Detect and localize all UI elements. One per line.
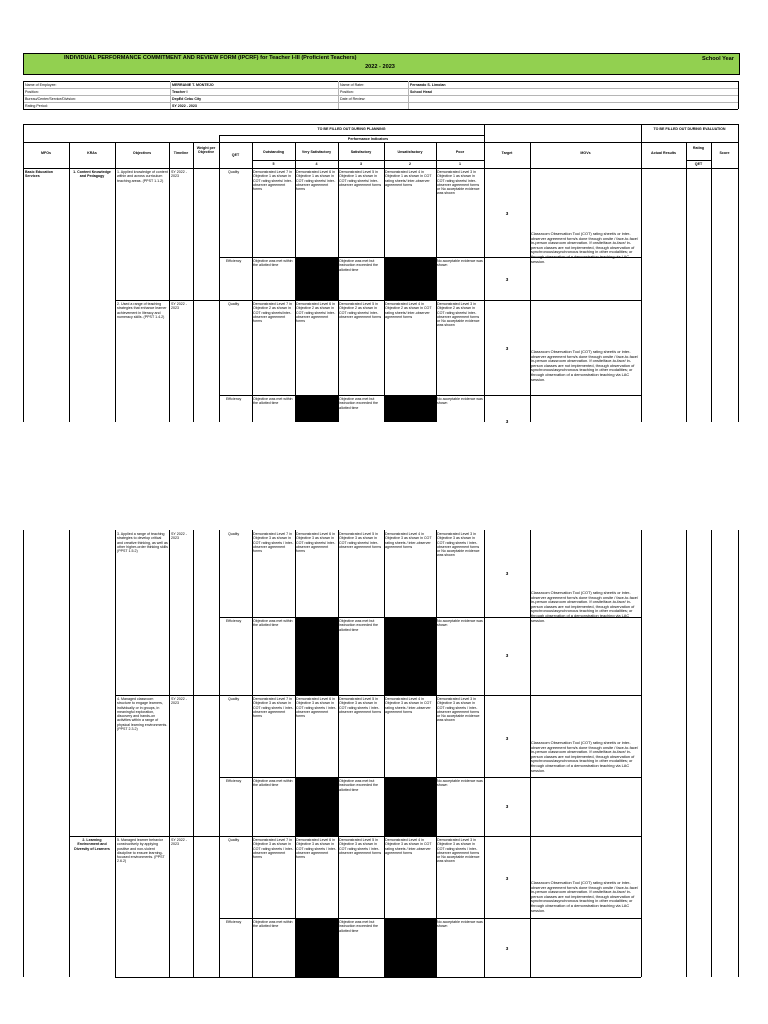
efficiency-label: Efficiency (226, 779, 242, 783)
efficiency-outstanding: Objective was met within the allotted time (253, 397, 293, 406)
blacked-out-cell (385, 396, 436, 422)
quality-outstanding: Demonstrated Level 7 in Objective 2 as shown in COT rating sheets/inter-observer agreement forms (253, 302, 292, 324)
quality-unsatisfactory: Demonstrated Level 4 in Objective 1 as shown in COT rating sheets/ inter-observer agreement forms (385, 170, 432, 187)
quality-outstanding: Demonstrated Level 7 in Objective 1 as shown in COT rating sheets/ inter-observer agreement forms (253, 170, 293, 192)
efficiency-satisfactory: Objective was met but instruction exceeded the allotted time (339, 397, 378, 410)
quality-unsatisfactory: Demonstrated Level 4 in Objective 3 as shown in COT rating sheets / inter-observer agreement forms (385, 838, 432, 855)
blacked-out-cell (296, 396, 338, 422)
unsatisfactory-score: 2 (409, 162, 411, 166)
objective-text: 2. Used a range of teaching strategies that enhance learner achievement in literacy and numeracy skills. (PPST 1.4.2) (117, 302, 167, 319)
quality-very-satisfactory: Demonstrated Level 6 in Objective 3 as shown in COT rating sheets / inter-observer agreement forms (296, 838, 337, 860)
blacked-out-cell (296, 258, 338, 300)
movs-header: MOVs (580, 151, 591, 155)
efficiency-outstanding: Objective was met within the allotted time (253, 920, 293, 929)
efficiency-outstanding: Objective was met within the allotted time (253, 779, 293, 788)
target-efficiency: 3 (505, 277, 509, 282)
quality-poor: Demonstrated Level 3 in Objective 3 as shown in COT rating sheets / inter-observer agreement forms or No acceptable evidence was shown (437, 697, 480, 723)
target-efficiency: 3 (505, 946, 509, 951)
very-satisfactory-header: Very Satisfactory (301, 150, 332, 154)
target-quality: 3 (505, 211, 509, 216)
objective-text: 4. Managed classroom structure to engage learners, individually or in groups, in meaningful exploration, discovery and hands-on activities within a range of physical learning environments. (PPST 2.3.2) (117, 697, 168, 732)
quality-satisfactory: Demonstrated Level 5 in Objective 3 as shown in COT rating sheets / inter-observer agreement forms (339, 697, 382, 714)
efficiency-outstanding: Objective was met within the allotted time (253, 619, 293, 628)
period-label: Rating Period: (25, 103, 48, 108)
timeline-cell: SY 2022 - 2023 (171, 302, 187, 311)
rater-value: Fernando S. Limolan (410, 82, 446, 87)
quality-poor: Demonstrated Level 3 in Objective 3 as shown in COT rating sheets / inter-observer agreement forms or No acceptable evidence was shown (437, 532, 480, 558)
evaluation-header: TO BE FILLED OUT DURING EVALUATION (653, 127, 726, 131)
quality-unsatisfactory: Demonstrated Level 4 in Objective 2 as shown in COT rating sheets/ inter-observer agreement forms (385, 302, 432, 319)
quality-satisfactory: Demonstrated Level 5 in Objective 1 as shown in COT rating sheets/ inter-observer agreement forms (339, 170, 382, 187)
performance-indicators-header: Performance Indicators (347, 137, 389, 141)
bureau-label: Bureau/Center/Service/Division: (25, 96, 76, 101)
score-header: Score (719, 151, 730, 155)
quality-label: Quality (228, 697, 240, 701)
quality-satisfactory: Demonstrated Level 5 in Objective 2 as shown in COT rating sheets/ inter-observer agreement forms (339, 302, 382, 319)
quality-label: Quality (228, 302, 240, 306)
blacked-out-cell (296, 919, 338, 977)
mov-cell: Classroom Observation Tool (COT) rating sheet/s or inter-observer agreement form/s done through onsite / face-to-face/ in-person classroom observation. If onsite/face-to-face/ in-person classes are not implemented, through observation of synchronous/asynchronous teaching in other modalities; or through observation of a demonstration teaching via LAC session. (531, 740, 639, 773)
target-quality: 3 (505, 876, 509, 881)
target-efficiency: 3 (505, 804, 509, 809)
mfos-header: MFOs (41, 151, 51, 155)
quality-unsatisfactory: Demonstrated Level 4 in Objective 3 as shown in COT rating sheets / inter-observer agreement forms (385, 532, 432, 549)
quality-poor: Demonstrated Level 3 in Objective 2 as shown in COT rating sheets/ inter-observer agreement forms or No acceptable evidence was shown (437, 302, 480, 328)
mov-cell: Classroom Observation Tool (COT) rating sheet/s or inter-observer agreement form/s done through onsite / face-to-face/ in-person classroom observation. If onsite/face-to-face/ in-person classes are not implemented, through observation of synchronous/asynchronous teaching in other modalities; or through observation of a demonstration teaching via LAC session. (531, 231, 639, 264)
quality-very-satisfactory: Demonstrated Level 6 in Objective 2 as shown in COT rating sheets/ inter-observer agreement forms (296, 302, 336, 324)
form-title: INDIVIDUAL PERFORMANCE COMMITMENT AND REVIEW FORM (IPCRF) for Teacher I-III (Proficient Teachers) (64, 55, 357, 61)
kra-cell: 2. Learning Environment and Diversity of Learners (74, 838, 110, 851)
quality-label: Quality (228, 170, 240, 174)
blacked-out-cell (296, 778, 338, 836)
quality-unsatisfactory: Demonstrated Level 4 in Objective 3 as shown in COT rating sheets / inter-observer agreement forms (385, 697, 432, 714)
mfo-cell: Basic Education Services (25, 170, 53, 179)
rater-position-value: School Head (410, 89, 432, 94)
target-quality: 3 (505, 736, 509, 741)
poor-header: Poor (455, 150, 465, 154)
blacked-out-cell (385, 258, 436, 300)
timeline-cell: SY 2022 - 2023 (171, 838, 187, 847)
bureau-value: DepEd Cebu City (172, 96, 202, 101)
year-range: 2022 - 2023 (365, 64, 395, 70)
kras-header: KRAs (87, 151, 97, 155)
target-quality: 3 (505, 346, 509, 351)
efficiency-poor: No acceptable evidence was shown (437, 779, 483, 788)
quality-label: Quality (228, 838, 240, 842)
blacked-out-cell (385, 778, 436, 836)
quality-outstanding: Demonstrated Level 7 in Objective 3 as shown in COT rating sheets / inter-observer agreement forms (253, 532, 294, 554)
mov-cell: Classroom Observation Tool (COT) rating sheet/s or inter-observer agreement form/s done through onsite / face-to-face/ in-person classroom observation. If onsite/face-to-face/ in-person classes are not implemented, through observation of synchronous/asynchronous teaching in other modalities; or through observation of a demonstration teaching via LAC session. (531, 880, 639, 913)
quality-outstanding: Demonstrated Level 7 in Objective 3 as shown in COT rating sheets / inter-observer agreement forms (253, 697, 294, 719)
position-label: Position: (25, 89, 39, 94)
target-quality: 3 (505, 571, 509, 576)
satisfactory-score: 3 (360, 162, 362, 166)
efficiency-label: Efficiency (226, 619, 242, 623)
target-efficiency: 3 (505, 653, 509, 658)
quality-satisfactory: Demonstrated Level 5 in Objective 3 as shown in COT rating sheets / inter-observer agreement forms (339, 838, 382, 855)
employee-label: Name of Employee: (25, 82, 57, 87)
qet-header: QET (231, 153, 240, 157)
rating-header: Rating (692, 146, 705, 150)
rater-position-label: Position: (340, 89, 354, 94)
review-date-label: Date of Review: (340, 96, 366, 101)
satisfactory-header: Satisfactory (350, 150, 372, 154)
efficiency-poor: No acceptable evidence was shown (437, 259, 483, 268)
target-efficiency: 3 (505, 419, 509, 424)
blacked-out-cell (385, 618, 436, 695)
position-value: Teacher I (172, 89, 188, 94)
quality-very-satisfactory: Demonstrated Level 6 in Objective 1 as shown in COT rating sheets/ inter-observer agreement forms (296, 170, 336, 192)
efficiency-satisfactory: Objective was met but instruction exceeded the allotted time (339, 920, 378, 933)
blacked-out-cell (385, 919, 436, 977)
outstanding-header: Outstanding (262, 150, 285, 154)
efficiency-label: Efficiency (226, 259, 242, 263)
efficiency-satisfactory: Objective was met but instruction exceeded the allotted time (339, 259, 378, 272)
kra-cell: 1. Content Knowledge and Pedagogy (73, 170, 111, 179)
quality-poor: Demonstrated Level 3 in Objective 1 as shown in COT rating sheets/ inter-observer agreement forms or No acceptable evidence was shown (437, 170, 480, 196)
objective-text: 1. Applied knowledge of content within and across curriculum teaching areas. (PPST 1.1.2) (117, 170, 168, 183)
mov-cell: Classroom Observation Tool (COT) rating sheet/s or inter-observer agreement form/s done through onsite / face-to-face/ in-person classroom observation. If onsite/face-to-face/ in-person classes are not implemented, through observation of synchronous/asynchronous teaching in other modalities; or through observation of a demonstration teaching via LAC session. (531, 590, 639, 623)
school-year-label: School Year (702, 56, 734, 62)
very-satisfactory-score: 4 (315, 162, 318, 166)
objectives-header: Objectives (132, 151, 152, 155)
employee-value: MERRANIE T. MONTEJO (172, 82, 214, 87)
mov-cell: Classroom Observation Tool (COT) rating sheet/s or inter-observer agreement form/s done through onsite / face-to-face/ in-person classroom observation. If onsite/face-to-face/ in-person classes are not implemented, through observation of synchronous/asynchronous teaching in other modalities; or through observation of a demonstration teaching via LAC session. (531, 349, 639, 382)
quality-label: Quality (228, 532, 240, 536)
target-header: Target (501, 151, 513, 155)
rater-label: Name of Rater: (340, 82, 365, 87)
poor-score: 1 (459, 162, 461, 166)
quality-very-satisfactory: Demonstrated Level 6 in Objective 3 as shown in COT rating sheets/ inter-observer agreement forms (296, 532, 336, 554)
planning-header: TO BE FILLED OUT DURING PLANNING (317, 127, 386, 131)
quality-outstanding: Demonstrated Level 7 in Objective 3 as shown in COT rating sheets / inter-observer agreement forms (253, 838, 294, 860)
quality-poor: Demonstrated Level 3 in Objective 3 as shown in COT rating sheets / inter-observer agreement forms or No acceptable evidence was shown (437, 838, 480, 864)
unsatisfactory-header: Unsatisfactory (397, 150, 423, 154)
efficiency-poor: No acceptable evidence was shown (437, 920, 483, 929)
period-value: SY 2022 - 2023 (172, 103, 197, 108)
rating-qet-header: QET (694, 162, 703, 166)
timeline-cell: SY 2022 - 2023 (171, 697, 187, 706)
timeline-header: Timeline (173, 151, 189, 155)
efficiency-label: Efficiency (226, 397, 242, 401)
objective-text: 3. Applied a range of teaching strategies to develop critical and creative thinking, as well as other higher-order thinking skills (PPST 1.5.2) (117, 532, 168, 554)
timeline-cell: SY 2022 - 2023 (171, 532, 187, 541)
efficiency-satisfactory: Objective was met but instruction exceeded the allotted time (339, 619, 378, 632)
outstanding-score: 5 (272, 162, 275, 166)
efficiency-label: Efficiency (226, 920, 242, 924)
efficiency-poor: No acceptable evidence was shown (437, 619, 483, 628)
efficiency-satisfactory: Objective was met but instruction exceeded the allotted time (339, 779, 378, 792)
quality-very-satisfactory: Demonstrated Level 6 in Objective 3 as shown in COT rating sheets / inter-observer agreement forms (296, 697, 337, 719)
quality-satisfactory: Demonstrated Level 5 in Objective 3 as shown in COT rating sheets/ inter-observer agreement forms (339, 532, 382, 549)
actual-results-header: Actual Results (651, 151, 676, 155)
efficiency-poor: No acceptable evidence was shown (437, 397, 483, 406)
efficiency-outstanding: Objective was met within the allotted time (253, 259, 293, 268)
weight-header: Weight per Objective (196, 146, 216, 155)
timeline-cell: SY 2022 - 2023 (171, 170, 187, 179)
objective-text: 5. Managed learner behavior constructively by applying positive and non-violent discipline to ensure learning-focused environments. (PPST 2.6.2) (117, 838, 165, 864)
blacked-out-cell (296, 618, 338, 695)
